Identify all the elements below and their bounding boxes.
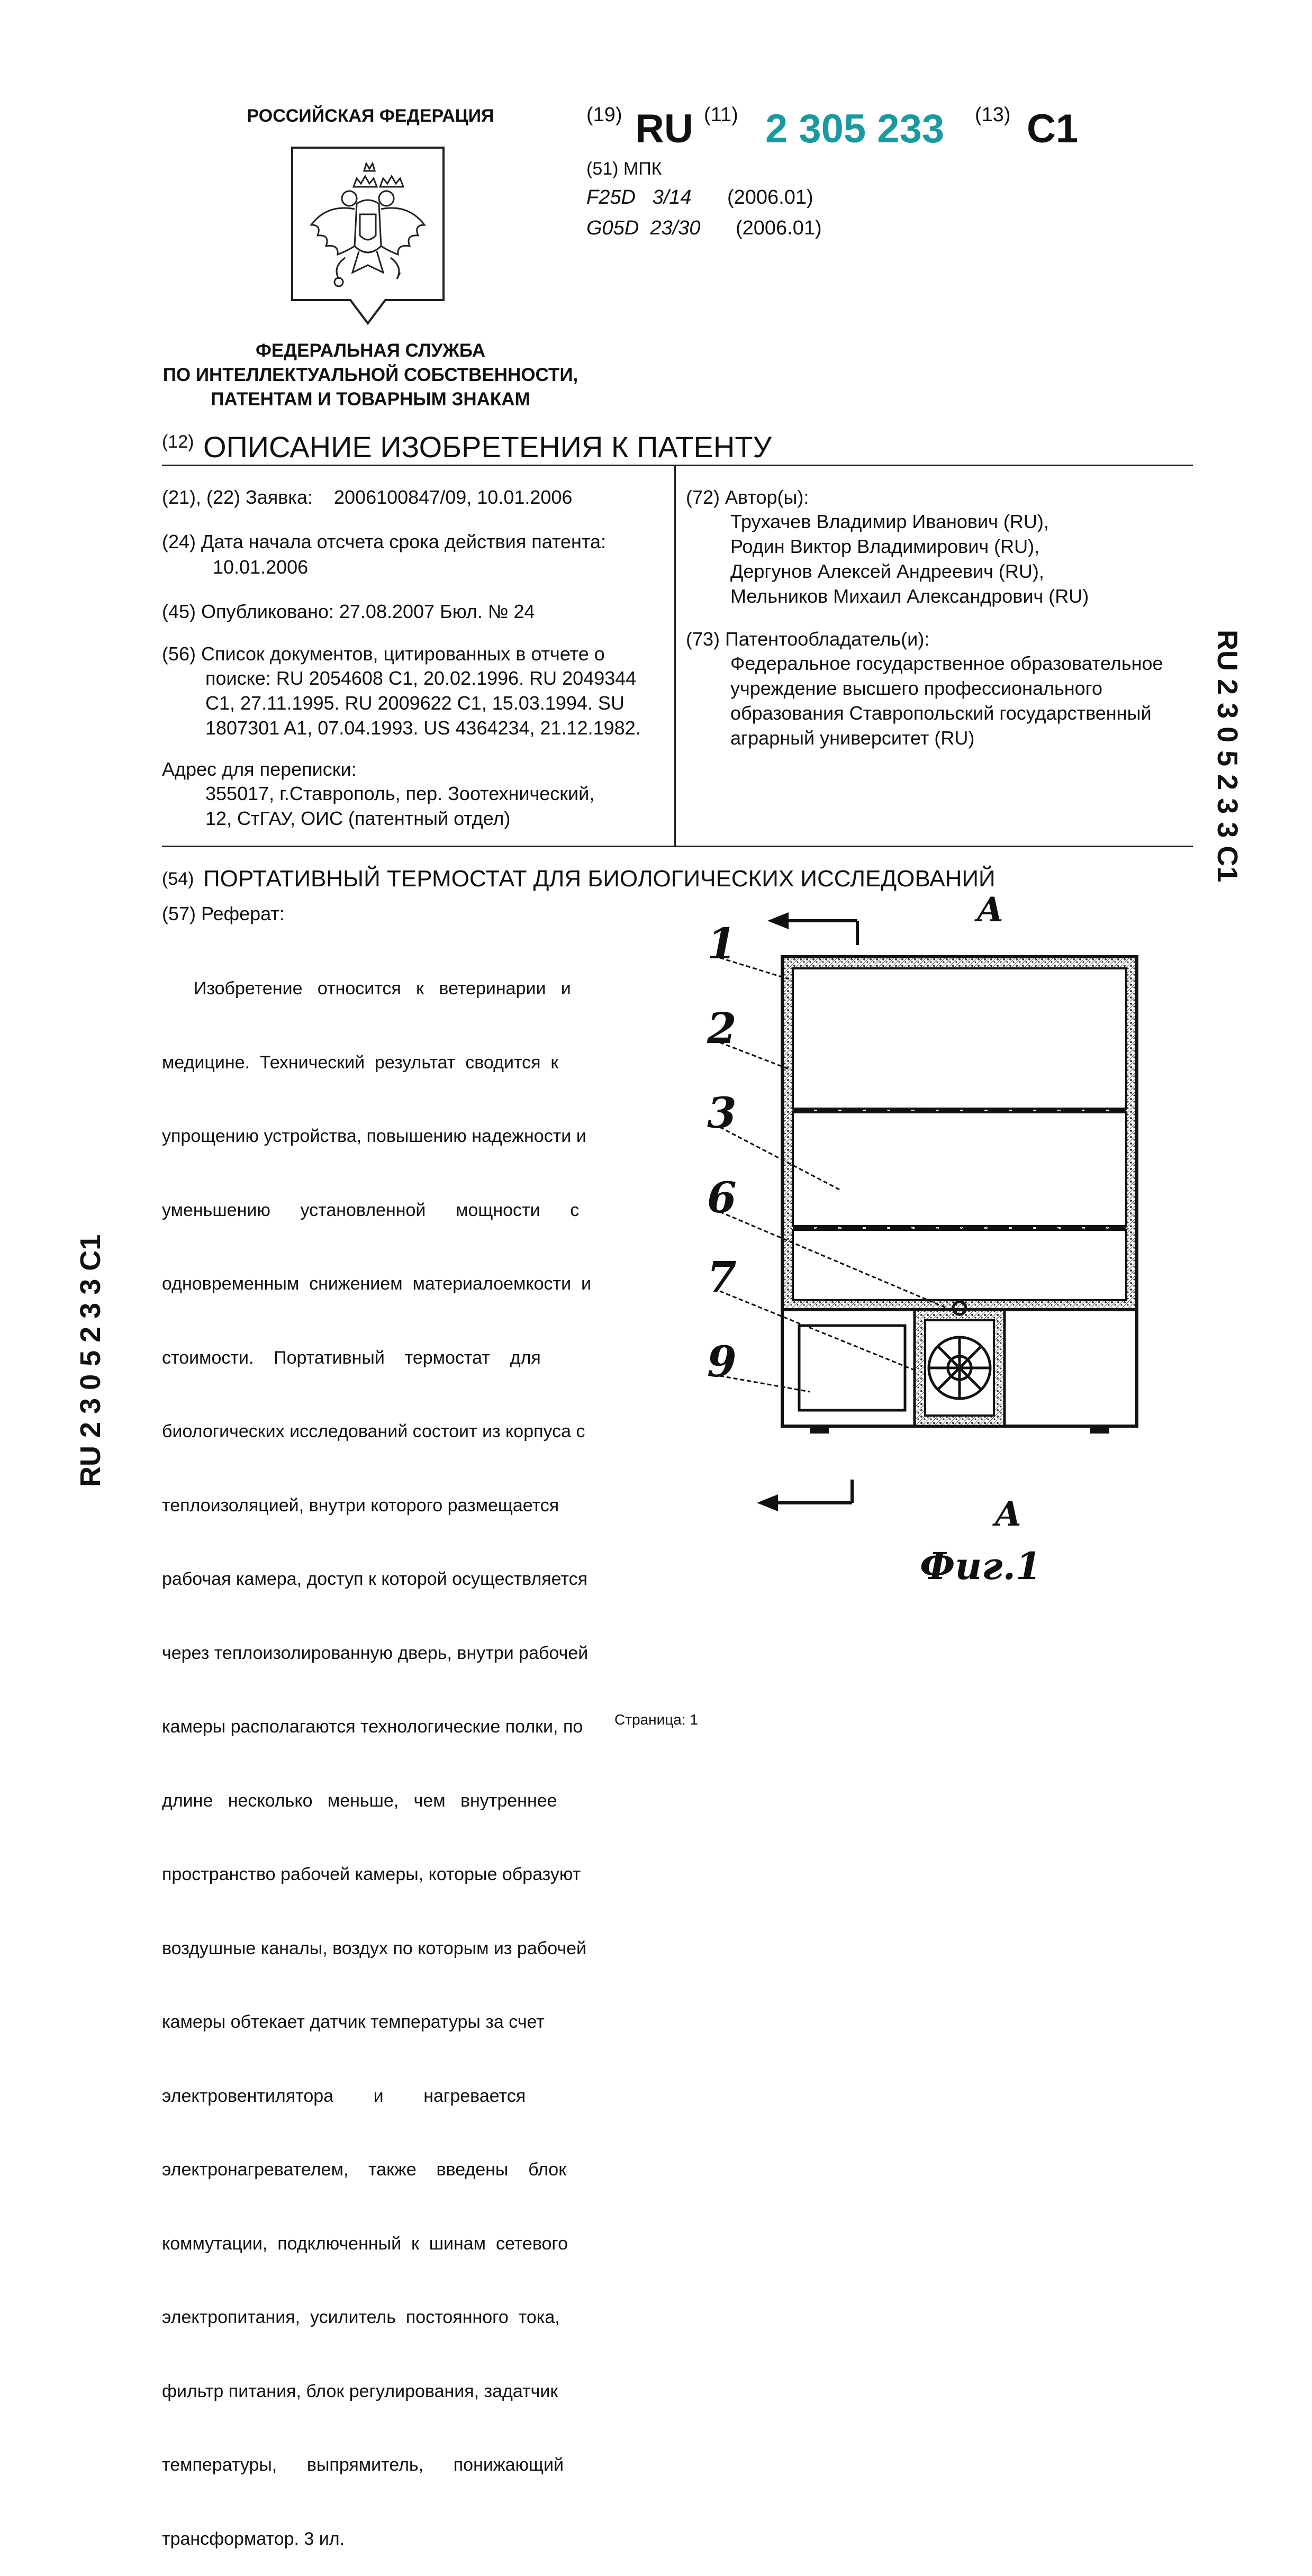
agency-line: ПО ИНТЕЛЛЕКТУАЛЬНОЙ СОБСТВЕННОСТИ, (162, 365, 578, 385)
abstract-line: электропитания, усилитель постоянного тока, (162, 2307, 560, 2327)
abstract-line: электровентилятора и нагревается (162, 2085, 526, 2106)
part-number-7: 7 (707, 1252, 737, 1302)
author-name: Родин Виктор Владимирович (RU), (730, 536, 1040, 557)
address-lines (205, 781, 594, 831)
column-divider (674, 466, 676, 846)
ipc-class-2: G05D 23/30 (586, 217, 701, 239)
chamber-middle (793, 1112, 1126, 1226)
foot (810, 1426, 829, 1434)
foot (1090, 1426, 1109, 1434)
abstract-line: пространство рабочей камеры, которые образуют (162, 1864, 581, 1884)
control-unit-box (799, 1326, 905, 1410)
application-block (162, 485, 572, 510)
abstract-label: (57) Реферат: (162, 903, 285, 924)
holder-lines (730, 651, 1163, 750)
holder-line: аграрный университет (RU) (730, 727, 975, 749)
kind-code: C1 (1027, 106, 1079, 151)
citations-list (205, 666, 641, 740)
side-number-left: RU 2 3 0 5 2 3 3 C1 (75, 1234, 106, 1487)
abstract-text (162, 927, 634, 2576)
ipc-version-1: (2006.01) (727, 186, 813, 208)
holder-line: образования Ставропольский государственный (730, 702, 1152, 724)
address-line: 12, СтГАУ, ОИС (патентный отдел) (205, 808, 511, 829)
start-date-value: 10.01.2006 (213, 556, 309, 578)
abstract-line: фильтр питания, блок регулирования, задатчик (162, 2381, 558, 2401)
side-number-right: RU 2 3 0 5 2 3 3 C1 (1211, 630, 1243, 883)
abstract-line: длине несколько меньше, чем внутреннее (162, 1790, 557, 1811)
section-label-top: A (977, 890, 1003, 930)
authors-label: (72) Автор(ы): (686, 486, 809, 508)
abstract-line: биологических исследований состоит из корпуса с (162, 1421, 585, 1441)
holder-line: Федеральное государственное образовательное (730, 652, 1163, 674)
citation-line: C1, 27.11.1995. RU 2009622 C1, 15.03.1994. SU (205, 692, 625, 714)
patent-number: 2 305 233 (765, 106, 945, 151)
agency-line: ФЕДЕРАЛЬНАЯ СЛУЖБА (255, 340, 486, 361)
application-value: 2006100847/09, 10.01.2006 (334, 486, 573, 508)
start-date-label: (24) Дата начала отсчета срока действия патента: (162, 531, 607, 552)
invention-title: ПОРТАТИВНЫЙ ТЕРМОСТАТ ДЛЯ БИОЛОГИЧЕСКИХ ИССЛЕДОВАНИЙ (203, 866, 996, 892)
abstract-line: камеры обтекает датчик температуры за счет (162, 2012, 545, 2032)
abstract-line: трансформатор. 3 ил. (162, 2528, 345, 2549)
part-number-9: 9 (707, 1337, 737, 1386)
section-arrow-bottom (757, 1480, 852, 1511)
part-number-6: 6 (707, 1173, 737, 1222)
published-label: (45) Опубликовано: (162, 601, 334, 622)
holder-line: учреждение высшего профессионального (730, 677, 1103, 699)
abstract-line: температуры, выпрямитель, понижающий (162, 2455, 564, 2475)
abstract-line: медицине. Технический результат сводится к (162, 1052, 559, 1073)
coat-of-arms-icon (290, 146, 446, 325)
abstract-line: коммутации, подключенный к шинам сетевого (162, 2233, 568, 2254)
inid-13: (13) (975, 104, 1011, 126)
abstract-line: рабочая камера, доступ к которой осуществляется (162, 1569, 588, 1589)
citation-line: поиске: RU 2054608 C1, 20.02.1996. RU 2049344 (205, 667, 637, 689)
published-block (162, 599, 535, 624)
section-arrow-top (767, 912, 857, 945)
agency-name (132, 339, 609, 412)
application-label: (21), (22) Заявка: (162, 486, 313, 508)
document-title: ОПИСАНИЕ ИЗОБРЕТЕНИЯ К ПАТЕНТУ (203, 430, 772, 464)
page-number: Страница: 1 (614, 1711, 699, 1728)
abstract-line: Изобретение относится к ветеринарии и (194, 978, 571, 999)
ipc-class-1: F25D 3/14 (586, 186, 692, 208)
holder-label: (73) Патентообладатель(и): (686, 628, 930, 650)
agency-line: ПАТЕНТАМ И ТОВАРНЫМ ЗНАКАМ (211, 389, 530, 410)
country-name: РОССИЙСКАЯ ФЕДЕРАЦИЯ (247, 106, 494, 126)
inid-11: (11) (704, 104, 738, 126)
abstract-line: электронагревателем, также введены блок (162, 2160, 567, 2180)
address-line: 355017, г.Ставрополь, пер. Зоотехнический, (205, 783, 595, 804)
abstract-line: одновременным снижением материалоемкости и (162, 1274, 591, 1294)
abstract-line: упрощению устройства, повышению надежности и (162, 1126, 586, 1146)
figure-1-drawing (704, 894, 1180, 1614)
divider (162, 465, 1193, 466)
published-value: 27.08.2007 Бюл. № 24 (339, 601, 535, 622)
part-number-1: 1 (707, 919, 737, 968)
abstract-line: воздушные каналы, воздух по которым из рабочей (162, 1938, 587, 1958)
inid-54: (54) (162, 869, 194, 889)
authors-list (730, 509, 1089, 609)
abstract-line: через теплоизолированную дверь, внутри рабочей (162, 1643, 589, 1663)
chamber-upper (793, 968, 1126, 1109)
divider (162, 846, 1193, 847)
chamber-lower (793, 1230, 1126, 1300)
author-name: Дергунов Алексей Андреевич (RU), (730, 560, 1044, 582)
abstract-line: стоимости. Портативный термостат для (162, 1347, 541, 1368)
inid-12: (12) (162, 432, 194, 452)
abstract-line: теплоизоляцией, внутри которого размещается (162, 1495, 559, 1516)
author-name: Трухачев Владимир Иванович (RU), (730, 511, 1049, 532)
citation-line: 1807301 A1, 07.04.1993. US 4364234, 21.12.1982. (205, 717, 641, 739)
abstract-line: камеры располагаются технологические полки, по (162, 1717, 583, 1737)
figure-caption: Фиг.1 (920, 1544, 1042, 1588)
part-number-2: 2 (707, 1003, 737, 1053)
inid-19: (19) (586, 104, 622, 126)
author-name: Мельников Михаил Александрович (RU) (730, 585, 1089, 607)
section-label-bottom: A (995, 1494, 1021, 1534)
country-code-ru: RU (635, 106, 693, 151)
mpk-label: (51) МПК (586, 159, 662, 179)
abstract-line: уменьшению установленной мощности с (162, 1200, 580, 1220)
ipc-version-2: (2006.01) (736, 217, 822, 239)
address-label: Адрес для переписки: (162, 758, 357, 780)
citations-label: (56) Список документов, цитированных в отчете о (162, 643, 605, 665)
part-number-3: 3 (707, 1088, 737, 1138)
